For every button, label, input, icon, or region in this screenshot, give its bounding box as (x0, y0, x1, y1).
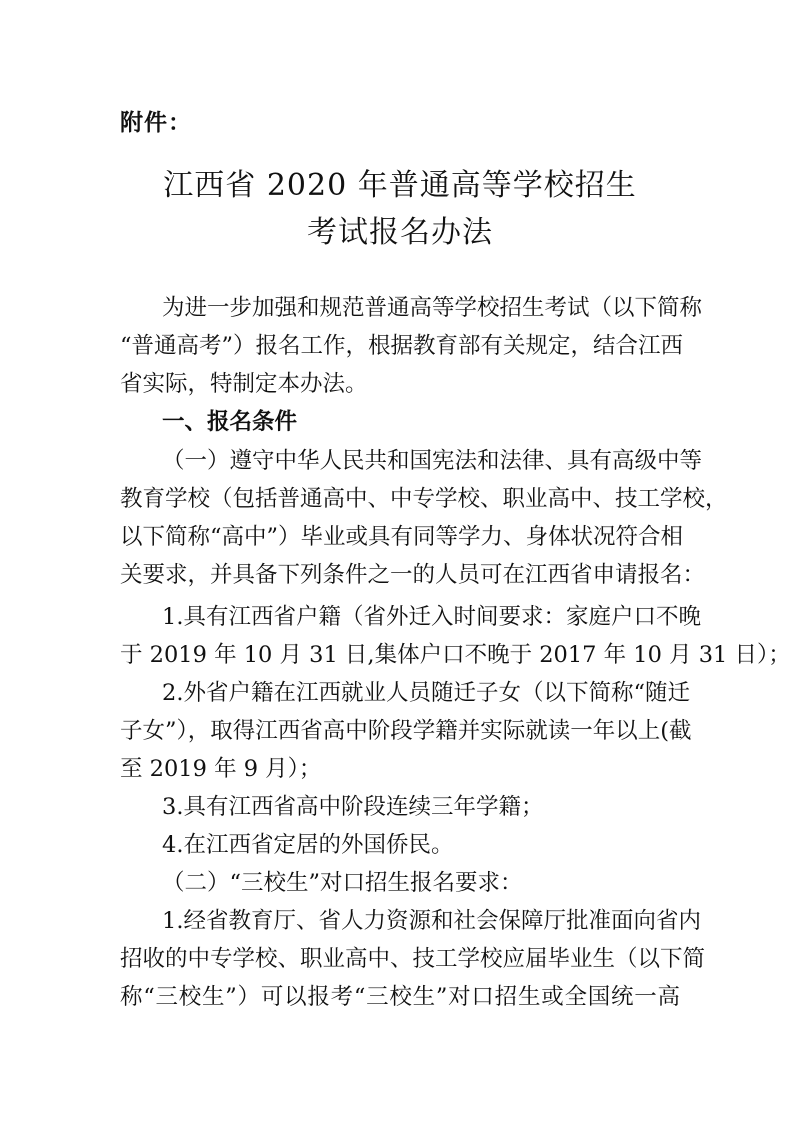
intro-line-1: 为进一步加强和规范普通高等学校招生考试（以下简称 (162, 295, 703, 321)
intro-line-2: “普通高考”）报名工作，根据教育部有关规定，结合江西 (120, 333, 684, 359)
document-title-line-1: 江西省 2020 年普通高等学校招生 (163, 168, 637, 203)
intro-line-3: 省实际，特制定本办法。 (120, 371, 368, 397)
item-2-line-3: 至 2019 年 9 月）； (120, 756, 322, 782)
clause-2-item-1-line-3: 称“三校生”）可以报考“三校生”对口招生或全国统一高 (120, 984, 680, 1010)
document-title-line-2: 考试报名办法 (307, 215, 493, 250)
item-1-line-1: 1.具有江西省户籍（省外迁入时间要求：家庭户口不晚 (162, 604, 701, 630)
item-3: 3.具有江西省高中阶段连续三年学籍； (162, 794, 544, 820)
item-1-line-2: 于 2019 年 10 月 31 日,集体户口不晚于 2017 年 10 月 31 日）； (120, 642, 791, 668)
attachment-label: 附件： (120, 110, 192, 136)
item-4: 4.在江西省定居的外国侨民。 (162, 832, 454, 858)
clause-1-line-2: 教育学校（包括普通高中、中专学校、职业高中、技工学校， (120, 486, 728, 512)
clause-2-item-1-line-2: 招收的中专学校、职业高中、技工学校应届毕业生（以下简 (120, 946, 706, 972)
item-2-line-1: 2.外省户籍在江西就业人员随迁子女（以下简称“随迁 (162, 680, 690, 706)
clause-1-line-1: （一）遵守中华人民共和国宪法和法律、具有高级中等 (162, 448, 703, 474)
section-heading-registration-conditions: 一、报名条件 (162, 409, 298, 435)
item-2-line-2: 子女”），取得江西省高中阶段学籍并实际就读一年以上(截 (120, 718, 692, 744)
clause-1-line-3: 以下简称“高中”）毕业或具有同等学力、身体状况符合相 (120, 524, 684, 550)
clause-2-heading: （二）“三校生”对口招生报名要求： (162, 870, 523, 896)
clause-1-line-4: 关要求，并具备下列条件之一的人员可在江西省申请报名： (120, 562, 706, 588)
clause-2-item-1-line-1: 1.经省教育厅、省人力资源和社会保障厅批准面向省内 (162, 908, 701, 934)
